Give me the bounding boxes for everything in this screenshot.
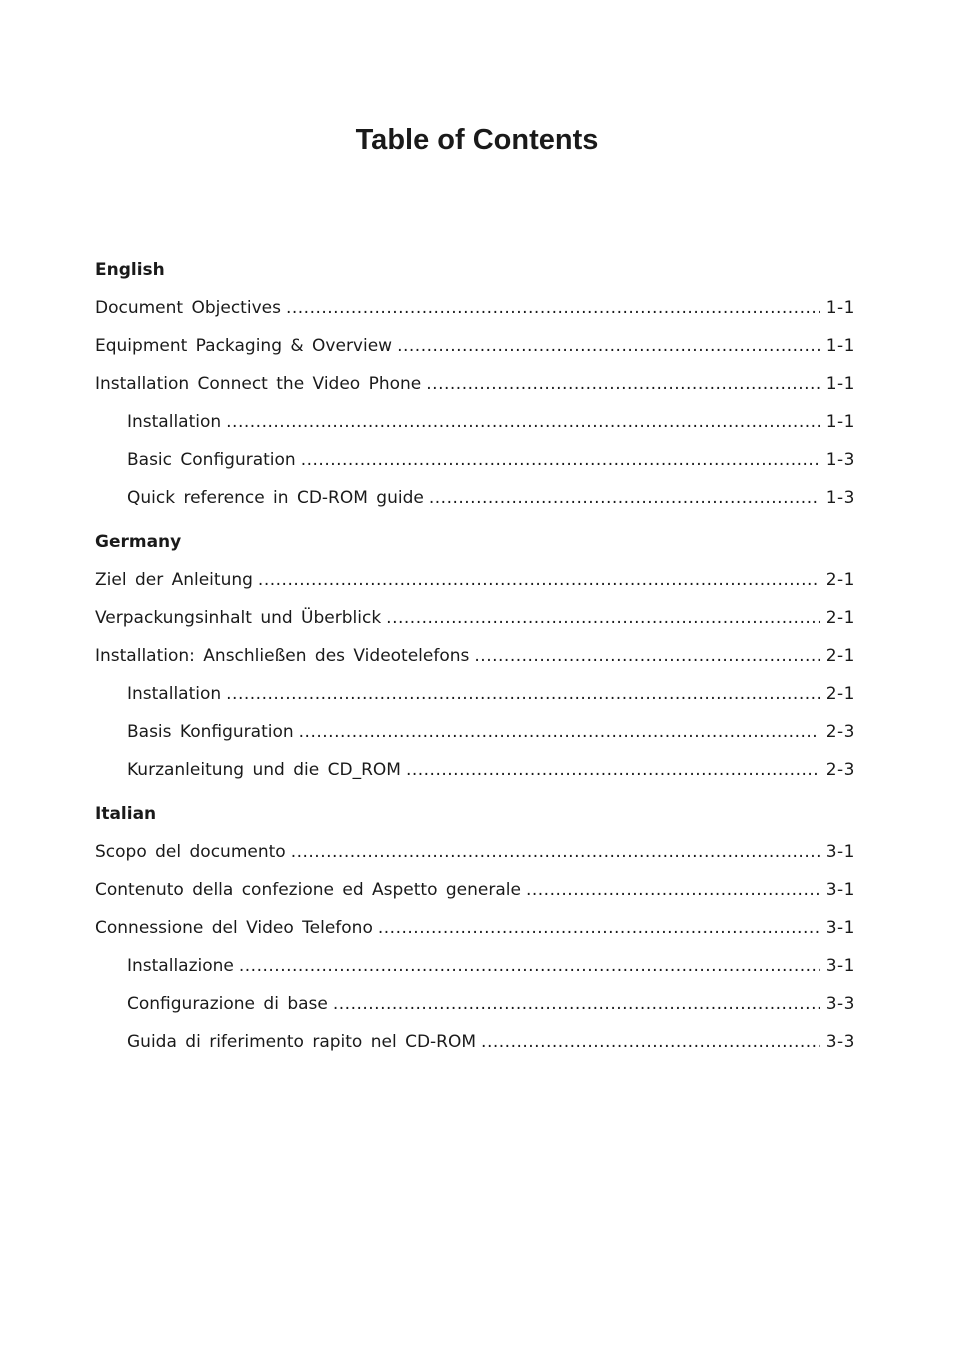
toc-subentry[interactable] xyxy=(95,680,855,718)
page-title: Table of Contents xyxy=(355,124,599,156)
toc-entry-page: 2-1 xyxy=(825,646,855,666)
dot-leader xyxy=(291,838,820,866)
toc-entry-page: 2-1 xyxy=(825,684,855,704)
toc-entry-label: Installation: Anschließen des Videotelefons xyxy=(95,646,470,666)
toc-entry-page: 1-3 xyxy=(825,450,855,470)
toc-entry[interactable] xyxy=(95,642,855,680)
section-heading: Germany xyxy=(95,532,182,552)
dot-leader xyxy=(526,876,820,904)
toc-entry-page: 3-1 xyxy=(825,880,855,900)
dot-leader xyxy=(258,566,820,594)
toc-subentry[interactable] xyxy=(95,990,855,1028)
toc-entry[interactable] xyxy=(95,604,855,642)
dot-leader xyxy=(333,990,820,1018)
toc-subentry[interactable] xyxy=(95,484,855,522)
toc-entry-page: 1-1 xyxy=(825,336,855,356)
dot-leader xyxy=(286,294,820,322)
toc-entry-label: Verpackungsinhalt und Überblick xyxy=(95,608,382,628)
toc-entry-label: Scopo del documento xyxy=(95,842,286,862)
toc-entry-page: 1-1 xyxy=(825,374,855,394)
toc-entry-label: Kurzanleitung und die CD_ROM xyxy=(127,760,401,780)
dot-leader xyxy=(429,484,820,512)
toc-entry[interactable] xyxy=(95,294,855,332)
toc-entry-page: 2-1 xyxy=(825,608,855,628)
section-heading: English xyxy=(95,260,165,280)
toc-entry-label: Contenuto della confezione ed Aspetto generale xyxy=(95,880,521,900)
toc-section-english xyxy=(95,256,855,522)
dot-leader xyxy=(301,446,820,474)
toc-entry-page: 3-1 xyxy=(825,842,855,862)
dot-leader xyxy=(239,952,820,980)
toc-entry-page: 3-3 xyxy=(825,994,855,1014)
toc-entry-page: 1-1 xyxy=(825,412,855,432)
toc-entry-page: 1-3 xyxy=(825,488,855,508)
toc-entry-label: Installazione xyxy=(127,956,234,976)
toc-entry-page: 2-1 xyxy=(825,570,855,590)
dot-leader xyxy=(474,642,819,670)
dot-leader xyxy=(299,718,820,746)
toc-entry-label: Installation xyxy=(127,412,222,432)
dot-leader xyxy=(226,680,820,708)
dot-leader xyxy=(397,332,820,360)
dot-leader xyxy=(406,756,820,784)
table-of-contents xyxy=(95,256,855,1056)
toc-entry[interactable] xyxy=(95,370,855,408)
dot-leader xyxy=(226,408,820,436)
dot-leader xyxy=(426,370,819,398)
toc-entry-label: Installation Connect the Video Phone xyxy=(95,374,422,394)
toc-entry[interactable] xyxy=(95,332,855,370)
toc-subentry[interactable] xyxy=(95,952,855,990)
toc-section-germany xyxy=(95,528,855,794)
toc-entry-label: Installation xyxy=(127,684,222,704)
toc-entry-page: 2-3 xyxy=(825,760,855,780)
toc-section-italian xyxy=(95,800,855,1056)
toc-entry[interactable] xyxy=(95,566,855,604)
toc-subentry[interactable] xyxy=(95,1028,855,1056)
toc-entry-label: Basic Configuration xyxy=(127,450,296,470)
toc-entry-label: Basis Konfiguration xyxy=(127,722,294,742)
toc-entry-label: Quick reference in CD-ROM guide xyxy=(127,488,424,508)
toc-entry-label: Connessione del Video Telefono xyxy=(95,918,373,938)
toc-entry-page: 3-3 xyxy=(825,1032,855,1052)
toc-subentry[interactable] xyxy=(95,756,855,794)
dot-leader xyxy=(378,914,820,942)
toc-subentry[interactable] xyxy=(95,408,855,446)
toc-entry-page: 2-3 xyxy=(825,722,855,742)
toc-entry[interactable] xyxy=(95,838,855,876)
toc-subentry[interactable] xyxy=(95,446,855,484)
section-heading: Italian xyxy=(95,804,157,824)
toc-entry-label: Equipment Packaging & Overview xyxy=(95,336,393,356)
toc-subentry[interactable] xyxy=(95,718,855,756)
toc-entry-label: Guida di riferimento rapito nel CD-ROM xyxy=(127,1032,477,1052)
toc-entry-label: Ziel der Anleitung xyxy=(95,570,253,590)
toc-entry[interactable] xyxy=(95,914,855,952)
toc-entry-page: 1-1 xyxy=(825,298,855,318)
toc-entry-page: 3-1 xyxy=(825,918,855,938)
toc-entry-label: Document Objectives xyxy=(95,298,281,318)
dot-leader xyxy=(386,604,820,632)
toc-entry-page: 3-1 xyxy=(825,956,855,976)
toc-entry-label: Configurazione di base xyxy=(127,994,328,1014)
dot-leader xyxy=(481,1028,820,1056)
toc-entry[interactable] xyxy=(95,876,855,914)
